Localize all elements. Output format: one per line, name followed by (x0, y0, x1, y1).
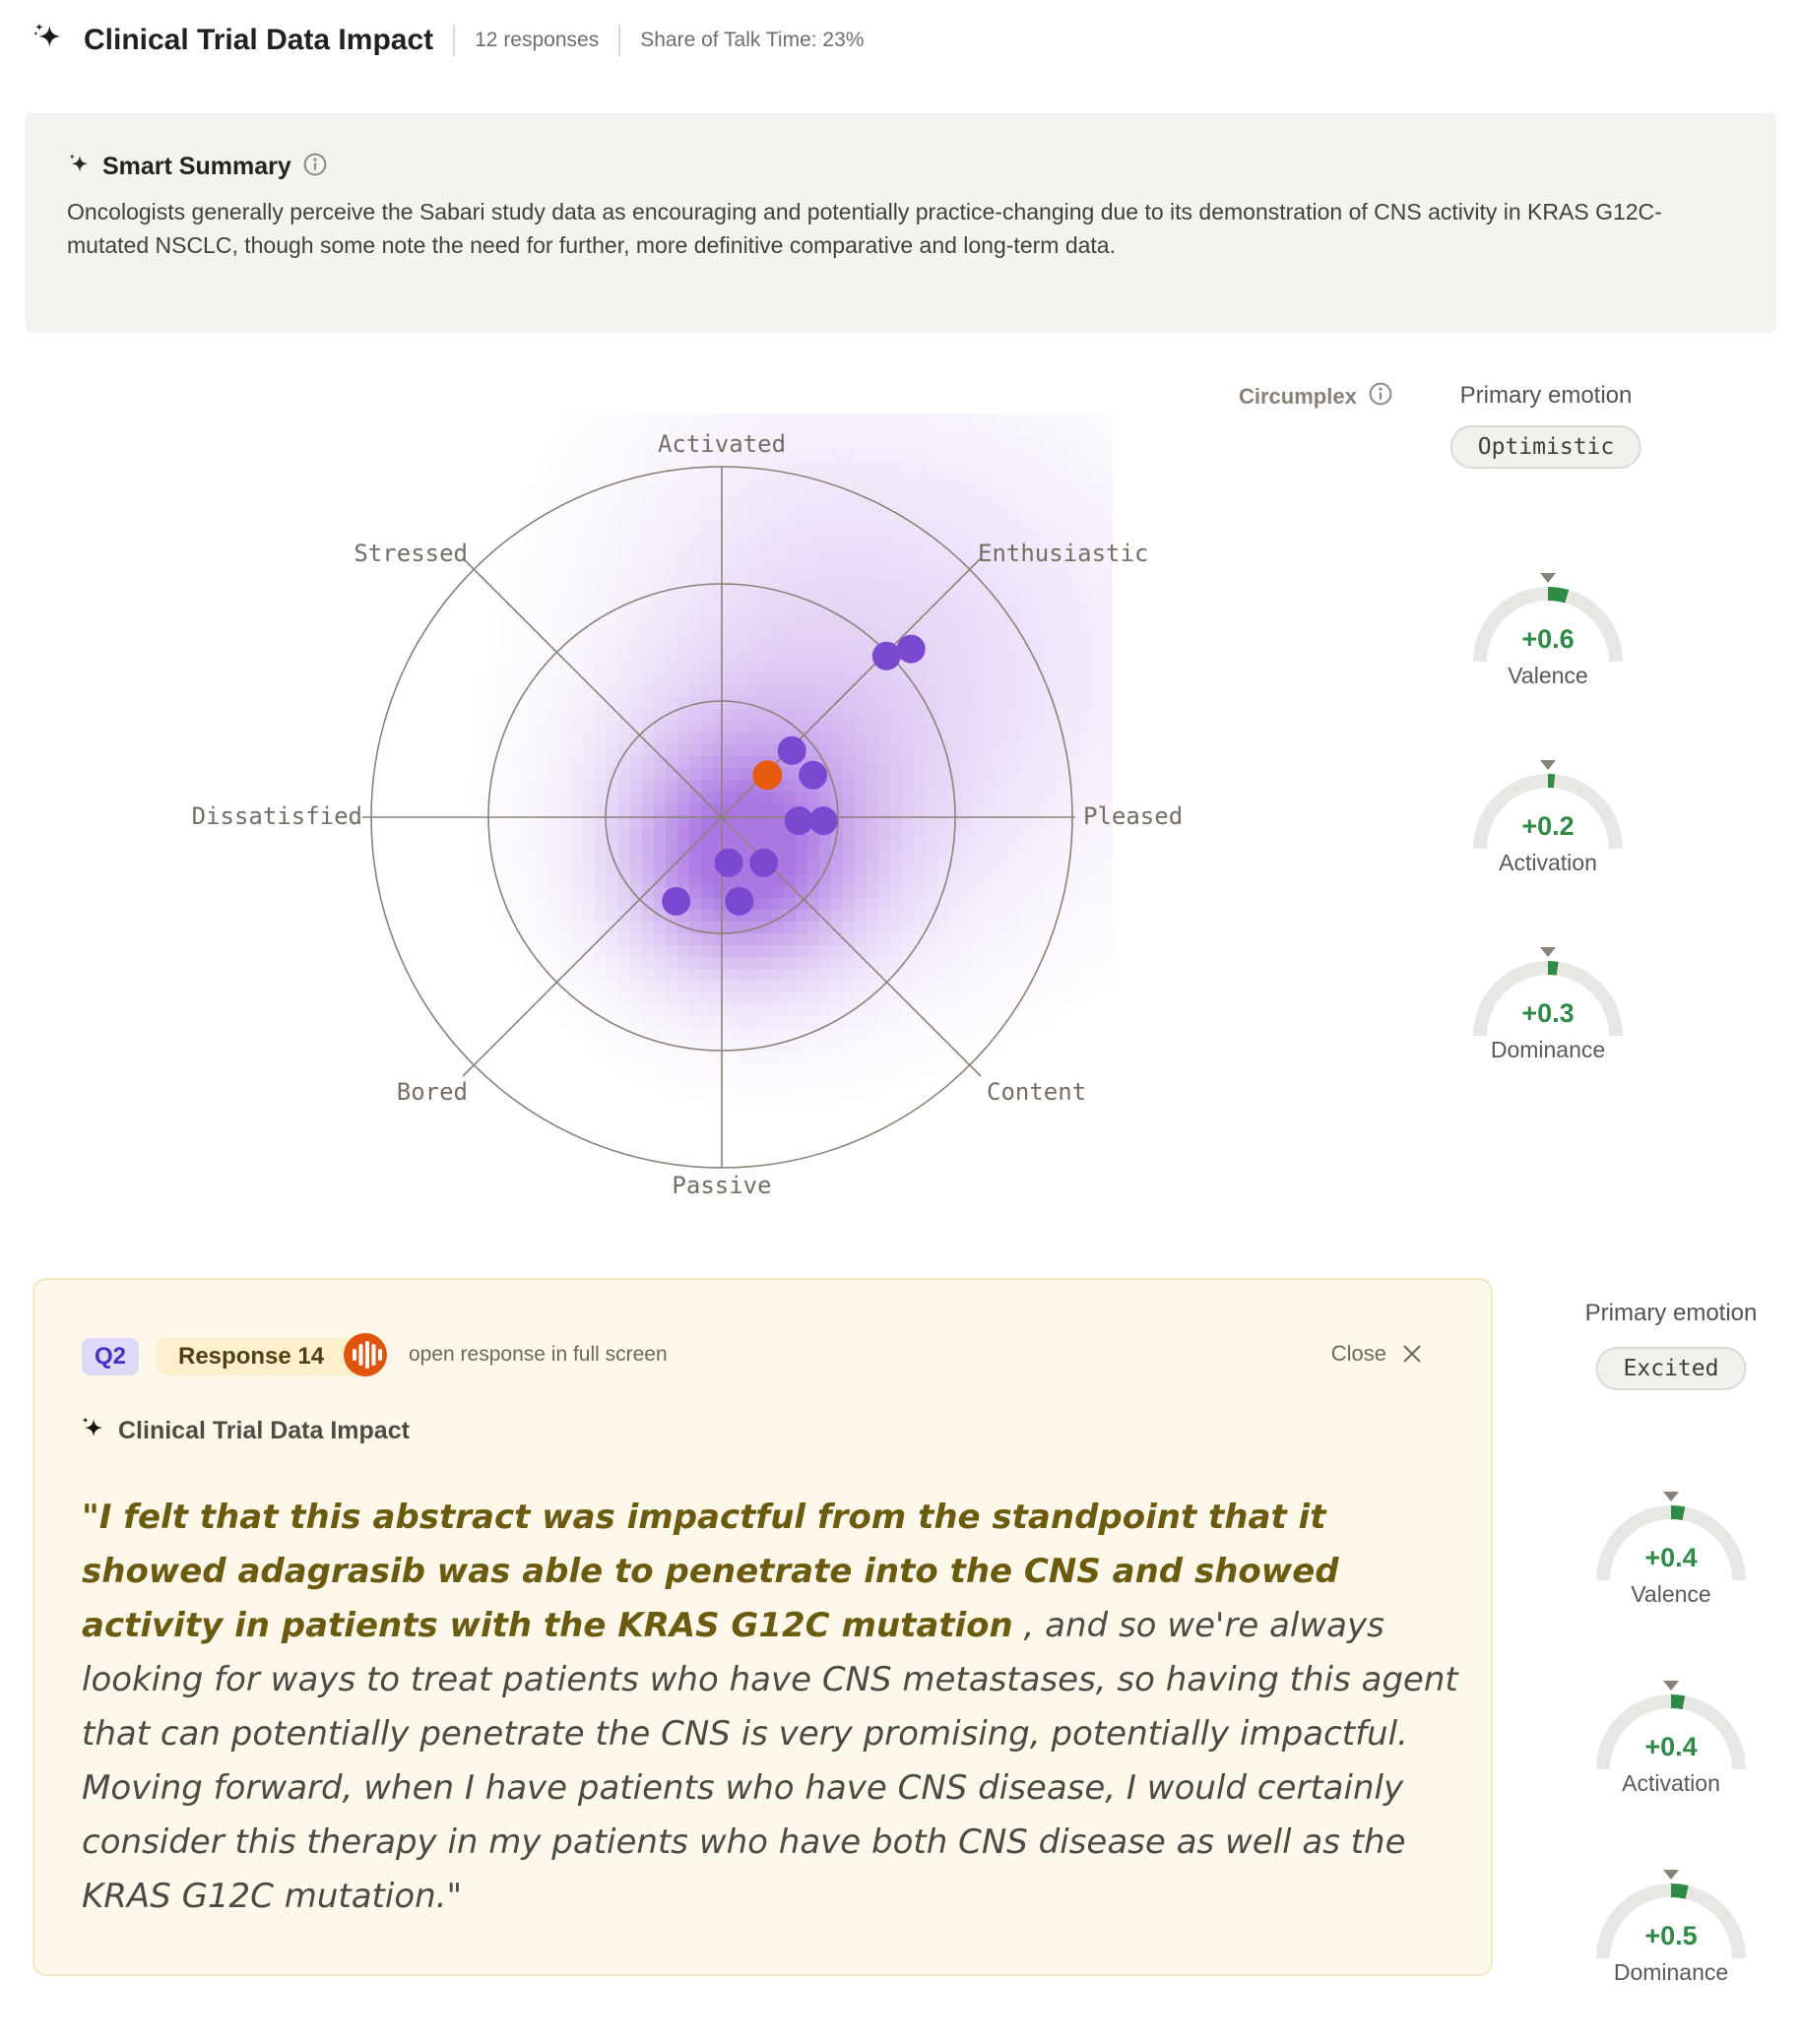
sparkle-icon (32, 22, 64, 58)
talk-time: Share of Talk Time: 23% (640, 28, 865, 51)
page-title: Clinical Trial Data Impact (84, 23, 434, 56)
close-icon (1400, 1342, 1424, 1366)
info-icon[interactable] (1369, 382, 1392, 411)
axis-label-activated: Activated (657, 430, 787, 458)
smart-summary-title: Smart Summary (102, 153, 291, 180)
dominance-value: +0.3 (1521, 998, 1575, 1028)
valence-value: +0.6 (1521, 624, 1575, 654)
quote-rest: , and so we're always looking for ways to treat patients who have CNS metastases, so having this agent that can potentially penetrate the CNS is very promising, potentially impactful. Moving forward, when I have patients who have CNS disease, I would certainly consider this therapy in my patients who have both CNS disease as well as the KRAS G12C mutation." (82, 1606, 1458, 1916)
axis-label-content: Content (987, 1078, 1087, 1106)
valence-value: +0.4 (1644, 1543, 1698, 1572)
smart-summary-panel (26, 113, 1776, 333)
close-label: Close (1330, 1341, 1386, 1366)
response-dot[interactable] (872, 642, 901, 671)
response-dot[interactable] (799, 761, 827, 790)
primary-emotion-heading: Primary emotion (1584, 1300, 1758, 1326)
dominance-label: Dominance (1613, 1959, 1729, 1985)
info-icon[interactable] (303, 153, 327, 181)
activation-label: Activation (1499, 850, 1597, 875)
response-badge: Response 14 (157, 1338, 363, 1375)
responses-count: 12 responses (475, 28, 600, 51)
divider (453, 25, 455, 56)
valence-label: Valence (1508, 663, 1588, 688)
valence-gauge (1469, 573, 1627, 689)
response-dot[interactable] (897, 635, 926, 664)
card-title: Clinical Trial Data Impact (118, 1417, 410, 1444)
axis-label-pleased: Pleased (1083, 802, 1184, 830)
circumplex-title: Circumplex (1239, 383, 1357, 409)
activation-value: +0.4 (1644, 1732, 1698, 1761)
response-dot[interactable] (785, 806, 813, 835)
dominance-gauge (1469, 947, 1627, 1063)
circumplex-header (1239, 382, 1392, 411)
primary-emotion-badge: Excited (1596, 1347, 1747, 1390)
quote-highlight: "I felt that this abstract was impactful from the standpoint that it showed adagrasib was able to penetrate into the CNS and showed activity in patients with the KRAS G12C mutation (82, 1498, 1339, 1645)
primary-emotion-badge: Optimistic (1450, 425, 1641, 469)
divider (618, 25, 620, 56)
circumplex-chart (191, 414, 1184, 1201)
response-card (32, 1278, 1493, 1976)
dominance-value: +0.5 (1644, 1921, 1698, 1950)
selected-response-dot[interactable] (752, 760, 782, 790)
activation-label: Activation (1622, 1770, 1720, 1796)
valence-gauge (1592, 1492, 1750, 1608)
dominance-gauge (1592, 1870, 1750, 1986)
response-quote (82, 1491, 1460, 1924)
activation-value: +0.2 (1521, 811, 1575, 841)
valence-label: Valence (1631, 1581, 1711, 1607)
response-dot[interactable] (725, 887, 753, 916)
axis-label-passive: Passive (672, 1172, 772, 1199)
activation-gauge (1469, 760, 1627, 876)
response-dot[interactable] (715, 849, 743, 877)
close-button[interactable] (1331, 1341, 1424, 1367)
response-dot[interactable] (778, 736, 806, 765)
page-header (32, 22, 864, 58)
activation-gauge (1592, 1681, 1750, 1797)
response-dot[interactable] (662, 887, 690, 916)
response-dot[interactable] (809, 806, 838, 835)
dominance-label: Dominance (1490, 1037, 1606, 1062)
smart-summary-text: Oncologists generally perceive the Sabari study data as encouraging and potentially practice-changing due to its demonstration of CNS activity in KRAS G12C-mutated NSCLC, though some note the need for further, more definitive comparative and long-term data. (67, 199, 1662, 258)
card-title-row (80, 1416, 410, 1446)
audio-waveform-icon[interactable] (342, 1331, 389, 1378)
response-dot[interactable] (749, 849, 778, 877)
sparkle-icon (67, 153, 91, 181)
axis-label-enthusiastic: Enthusiastic (978, 540, 1149, 567)
axis-label-bored: Bored (396, 1078, 468, 1106)
primary-emotion-heading: Primary emotion (1459, 382, 1633, 409)
axis-label-stressed: Stressed (354, 540, 468, 567)
open-fullscreen-link[interactable]: open response in full screen (409, 1343, 668, 1366)
question-badge: Q2 (82, 1338, 139, 1375)
sparkle-icon (80, 1416, 105, 1446)
axis-label-dissatisfied: Dissatisfied (191, 802, 362, 830)
